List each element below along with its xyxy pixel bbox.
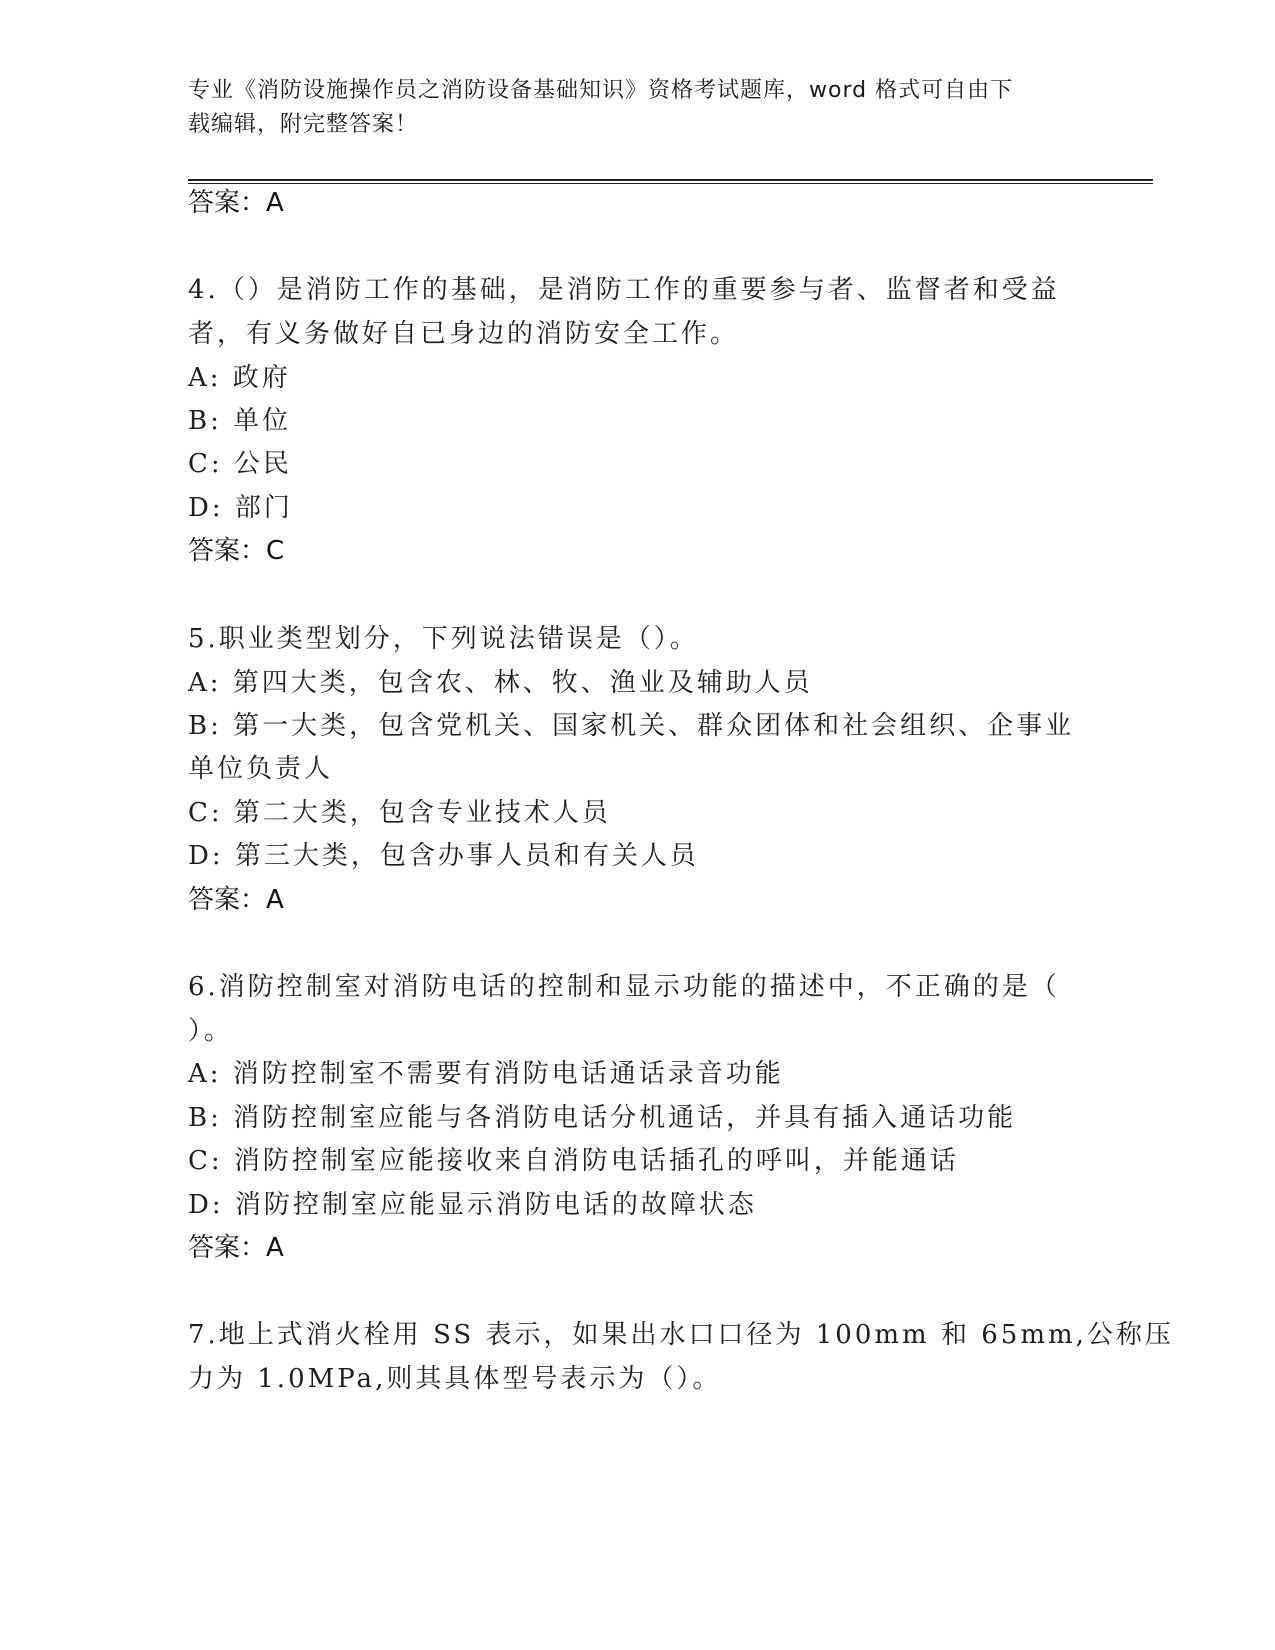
question-5-stem: 5.职业类型划分，下列说法错误是（）。 bbox=[188, 624, 699, 654]
answer-q5: 答案：A bbox=[188, 885, 284, 915]
header-line-1: 专业《消防设施操作员之消防设备基础知识》资格考试题库，word 格式可自由下 bbox=[188, 78, 1014, 103]
question-5-option-c: C: 第二大类，包含专业技术人员 bbox=[188, 798, 611, 828]
question-4-stem-2: 者，有义务做好自已身边的消防安全工作。 bbox=[188, 319, 740, 349]
question-7-stem-1: 7.地上式消火栓用 SS 表示，如果出水口口径为 100mm 和 65mm,公称压 bbox=[188, 1320, 1174, 1350]
document-header bbox=[188, 74, 1068, 142]
answer-q4: 答案：C bbox=[188, 536, 285, 566]
question-6-option-d: D: 消防控制室应能显示消防电话的故障状态 bbox=[188, 1190, 757, 1220]
question-6-option-b: B: 消防控制室应能与各消防电话分机通话，并具有插入通话功能 bbox=[188, 1103, 1017, 1133]
header-divider-thin bbox=[188, 183, 1153, 184]
question-4-option-a: A: 政府 bbox=[188, 363, 291, 393]
question-5-option-a: A: 第四大类，包含农、林、牧、渔业及辅助人员 bbox=[188, 668, 813, 698]
question-5-option-b-1: B: 第一大类，包含党机关、国家机关、群众团体和社会组织、企事业 bbox=[188, 711, 1075, 741]
header-divider-thick bbox=[188, 179, 1153, 181]
header-line-2: 载编辑，附完整答案！ bbox=[188, 112, 419, 137]
question-5-option-d: D: 第三大类，包含办事人员和有关人员 bbox=[188, 841, 699, 871]
question-4-option-b: B: 单位 bbox=[188, 406, 292, 436]
question-5-option-b-2: 单位负责人 bbox=[188, 754, 334, 784]
question-6-stem-1: 6.消防控制室对消防电话的控制和显示功能的描述中，不正确的是（ bbox=[188, 972, 1060, 1002]
question-4-option-c: C: 公民 bbox=[188, 449, 292, 479]
question-6-option-c: C: 消防控制室应能接收来自消防电话插孔的呼叫，并能通话 bbox=[188, 1146, 959, 1176]
question-6-option-a: A: 消防控制室不需要有消防电话通话录音功能 bbox=[188, 1059, 784, 1089]
question-4-option-d: D: 部门 bbox=[188, 493, 293, 523]
answer-q6: 答案：A bbox=[188, 1233, 284, 1263]
question-4-stem-1: 4.（）是消防工作的基础，是消防工作的重要参与者、监督者和受益 bbox=[188, 275, 1060, 305]
question-6-stem-2: ）。 bbox=[188, 1016, 234, 1046]
question-7-stem-2: 力为 1.0MPa,则其具体型号表示为（）。 bbox=[188, 1364, 722, 1394]
answer-q3: 答案：A bbox=[188, 188, 284, 218]
